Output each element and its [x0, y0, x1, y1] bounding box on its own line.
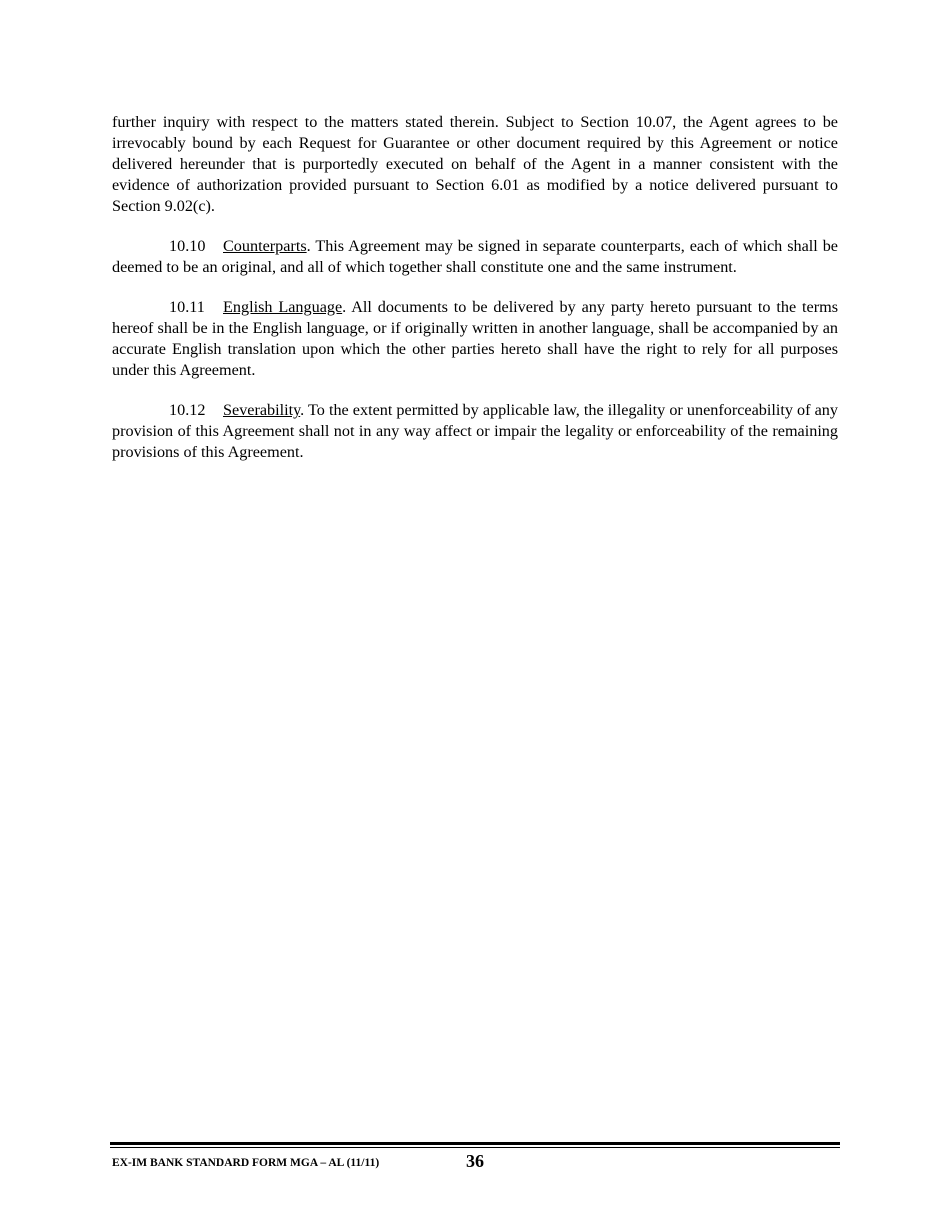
footer-rule-thick — [110, 1142, 840, 1145]
section-heading: Severability — [223, 401, 301, 419]
section-10-10-paragraph — [112, 236, 838, 278]
section-10-11-paragraph — [112, 297, 838, 381]
section-10-12-paragraph — [112, 400, 838, 463]
section-heading: English Language — [223, 298, 343, 316]
page-footer — [110, 1142, 840, 1171]
continuation-paragraph: further inquiry with respect to the matters stated therein. Subject to Section 10.07, the Agent agrees to be irrevocably bound by each Request for Guarantee or other document required by this Agreement or notice delivered hereunder that is purportedly executed on behalf of the Agent in a manner consistent with the evidence of authorization provided pursuant to Section 6.01 as modified by a notice delivered pursuant to Section 9.02(c). — [112, 113, 838, 215]
section-heading: Counterparts — [223, 237, 307, 255]
section-number: 10.10 — [169, 237, 206, 255]
document-body — [112, 112, 838, 482]
page-number: 36 — [466, 1151, 484, 1171]
section-number: 10.12 — [169, 401, 206, 419]
section-text: . To the extent permitted by applicable law, the illegality or unenforceability of any provision of this Agreement shall not in any way affect or impair the legality or enforceability of the remaining provisions of this Agreement. — [112, 401, 838, 461]
footer-rule-thin — [110, 1147, 840, 1148]
footer-form-label: EX-IM BANK STANDARD FORM MGA – AL (11/11) — [112, 1157, 380, 1169]
section-text: . This Agreement may be signed in separate counterparts, each of which shall be deemed to be an original, and all of which together shall constitute one and the same instrument. — [112, 237, 838, 276]
section-number: 10.11 — [169, 298, 205, 316]
section-text: . All documents to be delivered by any party hereto pursuant to the terms hereof shall be in the English language, or if originally written in another language, shall be accompanied by an accurate English translation upon which the other parties hereto shall have the right to rely for all purposes under this Agreement. — [112, 298, 839, 379]
